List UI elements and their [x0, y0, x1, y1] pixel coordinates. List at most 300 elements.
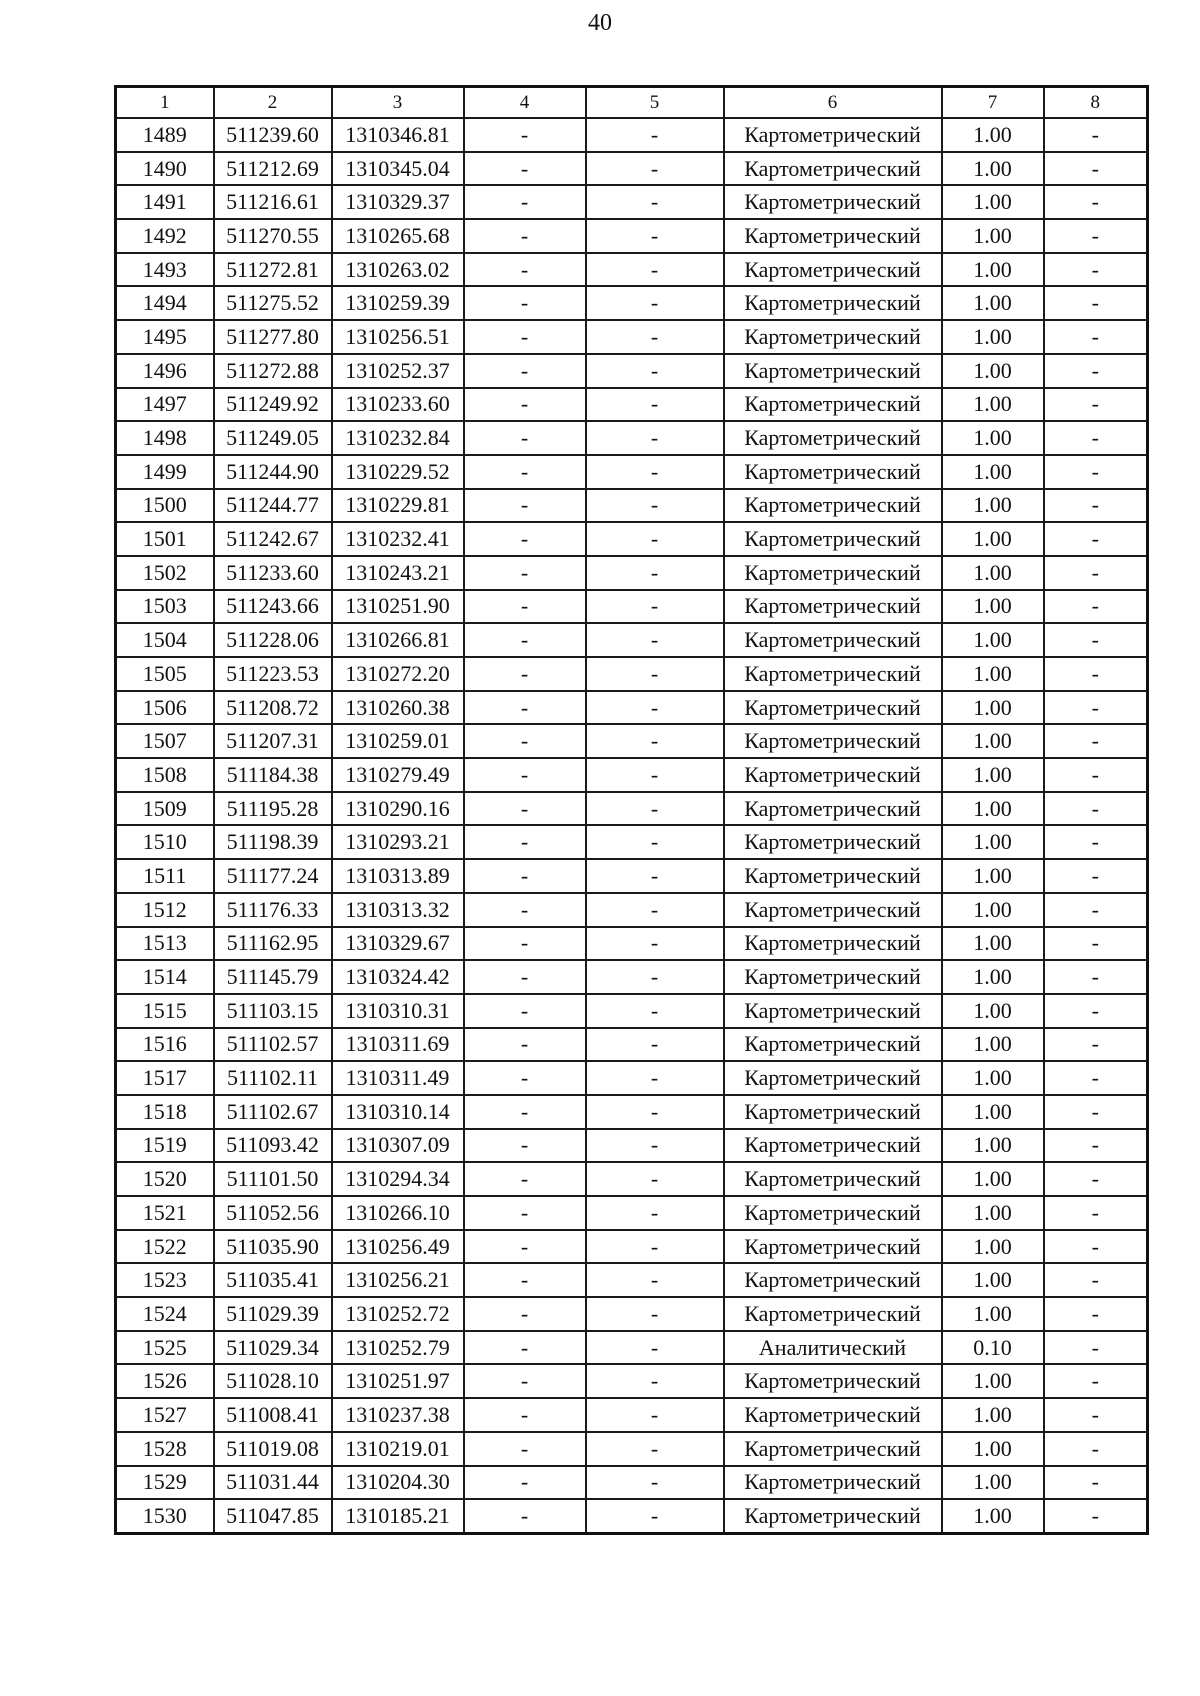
- table-row: [116, 1499, 1148, 1533]
- method-cell: Картометрический: [724, 657, 942, 691]
- column-4-cell: -: [464, 489, 586, 523]
- column-8-cell: -: [1044, 1230, 1148, 1264]
- method-cell: Картометрический: [724, 927, 942, 961]
- table-row: [116, 522, 1148, 556]
- column-5-cell: -: [586, 1331, 724, 1365]
- y-coordinate-cell: 1310259.39: [332, 286, 464, 320]
- point-number-cell: 1522: [116, 1230, 214, 1264]
- column-5-cell: -: [586, 219, 724, 253]
- table-row: [116, 286, 1148, 320]
- column-4-cell: -: [464, 1398, 586, 1432]
- column-8-cell: -: [1044, 893, 1148, 927]
- column-8-cell: -: [1044, 219, 1148, 253]
- accuracy-cell: 1.00: [942, 1398, 1044, 1432]
- column-8-cell: -: [1044, 421, 1148, 455]
- y-coordinate-cell: 1310310.31: [332, 994, 464, 1028]
- column-4-cell: -: [464, 691, 586, 725]
- accuracy-cell: 1.00: [942, 859, 1044, 893]
- x-coordinate-cell: 511162.95: [214, 927, 332, 961]
- column-5-cell: -: [586, 388, 724, 422]
- column-8-cell: -: [1044, 1432, 1148, 1466]
- x-coordinate-cell: 511035.41: [214, 1263, 332, 1297]
- x-coordinate-cell: 511008.41: [214, 1398, 332, 1432]
- accuracy-cell: 1.00: [942, 927, 1044, 961]
- y-coordinate-cell: 1310345.04: [332, 152, 464, 186]
- column-5-cell: -: [586, 1432, 724, 1466]
- column-5-cell: -: [586, 1499, 724, 1533]
- column-5-cell: -: [586, 1297, 724, 1331]
- method-cell: Картометрический: [724, 691, 942, 725]
- column-4-cell: -: [464, 1162, 586, 1196]
- column-4-cell: -: [464, 657, 586, 691]
- method-cell: Картометрический: [724, 724, 942, 758]
- table-row: [116, 489, 1148, 523]
- method-cell: Картометрический: [724, 590, 942, 624]
- y-coordinate-cell: 1310232.41: [332, 522, 464, 556]
- column-8-cell: -: [1044, 118, 1148, 152]
- accuracy-cell: 1.00: [942, 1095, 1044, 1129]
- point-number-cell: 1528: [116, 1432, 214, 1466]
- accuracy-cell: 1.00: [942, 1364, 1044, 1398]
- column-8-cell: -: [1044, 455, 1148, 489]
- column-8-cell: -: [1044, 994, 1148, 1028]
- accuracy-cell: 1.00: [942, 489, 1044, 523]
- point-number-cell: 1519: [116, 1129, 214, 1163]
- column-5-cell: -: [586, 1466, 724, 1500]
- column-5-cell: -: [586, 556, 724, 590]
- accuracy-cell: 1.00: [942, 556, 1044, 590]
- accuracy-cell: 1.00: [942, 253, 1044, 287]
- method-cell: Картометрический: [724, 1297, 942, 1331]
- column-5-cell: -: [586, 1230, 724, 1264]
- x-coordinate-cell: 511242.67: [214, 522, 332, 556]
- table-row: [116, 1028, 1148, 1062]
- point-number-cell: 1498: [116, 421, 214, 455]
- column-8-cell: -: [1044, 1466, 1148, 1500]
- column-5-cell: -: [586, 1129, 724, 1163]
- column-5-cell: -: [586, 994, 724, 1028]
- column-header: 2: [214, 87, 332, 119]
- accuracy-cell: 1.00: [942, 152, 1044, 186]
- method-cell: Картометрический: [724, 1095, 942, 1129]
- accuracy-cell: 1.00: [942, 1028, 1044, 1062]
- method-cell: Картометрический: [724, 152, 942, 186]
- accuracy-cell: 1.00: [942, 657, 1044, 691]
- method-cell: Картометрический: [724, 185, 942, 219]
- accuracy-cell: 1.00: [942, 1162, 1044, 1196]
- column-8-cell: -: [1044, 1095, 1148, 1129]
- x-coordinate-cell: 511216.61: [214, 185, 332, 219]
- method-cell: Картометрический: [724, 286, 942, 320]
- y-coordinate-cell: 1310219.01: [332, 1432, 464, 1466]
- accuracy-cell: 1.00: [942, 421, 1044, 455]
- point-number-cell: 1500: [116, 489, 214, 523]
- table-row: [116, 927, 1148, 961]
- method-cell: Картометрический: [724, 1129, 942, 1163]
- column-4-cell: -: [464, 455, 586, 489]
- method-cell: Картометрический: [724, 1466, 942, 1500]
- table-row: [116, 1162, 1148, 1196]
- table-row: [116, 118, 1148, 152]
- method-cell: Картометрический: [724, 354, 942, 388]
- method-cell: Картометрический: [724, 960, 942, 994]
- column-5-cell: -: [586, 657, 724, 691]
- accuracy-cell: 1.00: [942, 354, 1044, 388]
- x-coordinate-cell: 511031.44: [214, 1466, 332, 1500]
- column-4-cell: -: [464, 1466, 586, 1500]
- point-number-cell: 1526: [116, 1364, 214, 1398]
- table-header-row: [116, 87, 1148, 119]
- table-row: [116, 1466, 1148, 1500]
- column-4-cell: -: [464, 893, 586, 927]
- column-4-cell: -: [464, 994, 586, 1028]
- table-row: [116, 691, 1148, 725]
- point-number-cell: 1491: [116, 185, 214, 219]
- accuracy-cell: 1.00: [942, 388, 1044, 422]
- column-4-cell: -: [464, 859, 586, 893]
- column-5-cell: -: [586, 623, 724, 657]
- column-8-cell: -: [1044, 1297, 1148, 1331]
- y-coordinate-cell: 1310237.38: [332, 1398, 464, 1432]
- method-cell: Картометрический: [724, 556, 942, 590]
- point-number-cell: 1496: [116, 354, 214, 388]
- column-5-cell: -: [586, 489, 724, 523]
- table-row: [116, 1263, 1148, 1297]
- column-4-cell: -: [464, 724, 586, 758]
- column-header: 8: [1044, 87, 1148, 119]
- point-number-cell: 1521: [116, 1196, 214, 1230]
- point-number-cell: 1523: [116, 1263, 214, 1297]
- method-cell: Картометрический: [724, 118, 942, 152]
- column-8-cell: -: [1044, 859, 1148, 893]
- column-4-cell: -: [464, 792, 586, 826]
- x-coordinate-cell: 511228.06: [214, 623, 332, 657]
- accuracy-cell: 1.00: [942, 960, 1044, 994]
- point-number-cell: 1504: [116, 623, 214, 657]
- x-coordinate-cell: 511243.66: [214, 590, 332, 624]
- y-coordinate-cell: 1310310.14: [332, 1095, 464, 1129]
- table-row: [116, 556, 1148, 590]
- method-cell: Картометрический: [724, 455, 942, 489]
- y-coordinate-cell: 1310251.97: [332, 1364, 464, 1398]
- method-cell: Картометрический: [724, 893, 942, 927]
- table-row: [116, 1364, 1148, 1398]
- column-8-cell: -: [1044, 556, 1148, 590]
- column-4-cell: -: [464, 758, 586, 792]
- point-number-cell: 1509: [116, 792, 214, 826]
- column-header: 1: [116, 87, 214, 119]
- column-4-cell: -: [464, 927, 586, 961]
- point-number-cell: 1514: [116, 960, 214, 994]
- method-cell: Картометрический: [724, 758, 942, 792]
- table-row: [116, 893, 1148, 927]
- accuracy-cell: 1.00: [942, 185, 1044, 219]
- method-cell: Картометрический: [724, 522, 942, 556]
- column-8-cell: -: [1044, 1263, 1148, 1297]
- column-8-cell: -: [1044, 185, 1148, 219]
- accuracy-cell: 1.00: [942, 1129, 1044, 1163]
- accuracy-cell: 1.00: [942, 1466, 1044, 1500]
- column-4-cell: -: [464, 1297, 586, 1331]
- x-coordinate-cell: 511035.90: [214, 1230, 332, 1264]
- column-5-cell: -: [586, 758, 724, 792]
- column-4-cell: -: [464, 556, 586, 590]
- table-row: [116, 185, 1148, 219]
- accuracy-cell: 1.00: [942, 994, 1044, 1028]
- point-number-cell: 1512: [116, 893, 214, 927]
- y-coordinate-cell: 1310229.52: [332, 455, 464, 489]
- column-4-cell: -: [464, 1129, 586, 1163]
- y-coordinate-cell: 1310229.81: [332, 489, 464, 523]
- x-coordinate-cell: 511239.60: [214, 118, 332, 152]
- method-cell: Картометрический: [724, 388, 942, 422]
- x-coordinate-cell: 511223.53: [214, 657, 332, 691]
- point-number-cell: 1516: [116, 1028, 214, 1062]
- column-5-cell: -: [586, 1364, 724, 1398]
- accuracy-cell: 1.00: [942, 758, 1044, 792]
- table-row: [116, 1095, 1148, 1129]
- column-header: 5: [586, 87, 724, 119]
- column-4-cell: -: [464, 152, 586, 186]
- method-cell: Аналитический: [724, 1331, 942, 1365]
- accuracy-cell: 1.00: [942, 691, 1044, 725]
- column-4-cell: -: [464, 1095, 586, 1129]
- column-header: 7: [942, 87, 1044, 119]
- column-4-cell: -: [464, 219, 586, 253]
- column-5-cell: -: [586, 859, 724, 893]
- column-8-cell: -: [1044, 657, 1148, 691]
- column-4-cell: -: [464, 1331, 586, 1365]
- y-coordinate-cell: 1310251.90: [332, 590, 464, 624]
- column-5-cell: -: [586, 724, 724, 758]
- column-8-cell: -: [1044, 691, 1148, 725]
- x-coordinate-cell: 511103.15: [214, 994, 332, 1028]
- x-coordinate-cell: 511101.50: [214, 1162, 332, 1196]
- method-cell: Картометрический: [724, 219, 942, 253]
- column-5-cell: -: [586, 286, 724, 320]
- column-4-cell: -: [464, 522, 586, 556]
- point-number-cell: 1493: [116, 253, 214, 287]
- table-row: [116, 1297, 1148, 1331]
- point-number-cell: 1489: [116, 118, 214, 152]
- x-coordinate-cell: 511275.52: [214, 286, 332, 320]
- y-coordinate-cell: 1310256.49: [332, 1230, 464, 1264]
- table-row: [116, 1398, 1148, 1432]
- method-cell: Картометрический: [724, 1196, 942, 1230]
- accuracy-cell: 1.00: [942, 219, 1044, 253]
- column-4-cell: -: [464, 1061, 586, 1095]
- x-coordinate-cell: 511195.28: [214, 792, 332, 826]
- coordinates-table: [114, 85, 1149, 1535]
- y-coordinate-cell: 1310311.69: [332, 1028, 464, 1062]
- column-4-cell: -: [464, 118, 586, 152]
- table-row: [116, 219, 1148, 253]
- point-number-cell: 1497: [116, 388, 214, 422]
- y-coordinate-cell: 1310259.01: [332, 724, 464, 758]
- table-row: [116, 1129, 1148, 1163]
- point-number-cell: 1525: [116, 1331, 214, 1365]
- accuracy-cell: 1.00: [942, 893, 1044, 927]
- accuracy-cell: 1.00: [942, 792, 1044, 826]
- method-cell: Картометрический: [724, 253, 942, 287]
- column-5-cell: -: [586, 455, 724, 489]
- x-coordinate-cell: 511270.55: [214, 219, 332, 253]
- column-4-cell: -: [464, 421, 586, 455]
- column-4-cell: -: [464, 1196, 586, 1230]
- column-8-cell: -: [1044, 1331, 1148, 1365]
- column-5-cell: -: [586, 320, 724, 354]
- x-coordinate-cell: 511093.42: [214, 1129, 332, 1163]
- x-coordinate-cell: 511244.77: [214, 489, 332, 523]
- y-coordinate-cell: 1310294.34: [332, 1162, 464, 1196]
- point-number-cell: 1530: [116, 1499, 214, 1533]
- y-coordinate-cell: 1310311.49: [332, 1061, 464, 1095]
- x-coordinate-cell: 511184.38: [214, 758, 332, 792]
- point-number-cell: 1492: [116, 219, 214, 253]
- column-5-cell: -: [586, 893, 724, 927]
- method-cell: Картометрический: [724, 489, 942, 523]
- y-coordinate-cell: 1310293.21: [332, 825, 464, 859]
- x-coordinate-cell: 511207.31: [214, 724, 332, 758]
- x-coordinate-cell: 511029.34: [214, 1331, 332, 1365]
- x-coordinate-cell: 511028.10: [214, 1364, 332, 1398]
- table-row: [116, 388, 1148, 422]
- y-coordinate-cell: 1310313.32: [332, 893, 464, 927]
- x-coordinate-cell: 511052.56: [214, 1196, 332, 1230]
- table-row: [116, 320, 1148, 354]
- table-row: [116, 623, 1148, 657]
- method-cell: Картометрический: [724, 1230, 942, 1264]
- x-coordinate-cell: 511272.81: [214, 253, 332, 287]
- method-cell: Картометрический: [724, 994, 942, 1028]
- column-5-cell: -: [586, 590, 724, 624]
- table-row: [116, 859, 1148, 893]
- x-coordinate-cell: 511249.05: [214, 421, 332, 455]
- column-5-cell: -: [586, 118, 724, 152]
- method-cell: Картометрический: [724, 792, 942, 826]
- method-cell: Картометрический: [724, 623, 942, 657]
- x-coordinate-cell: 511277.80: [214, 320, 332, 354]
- column-8-cell: -: [1044, 590, 1148, 624]
- accuracy-cell: 1.00: [942, 1499, 1044, 1533]
- column-4-cell: -: [464, 185, 586, 219]
- accuracy-cell: 1.00: [942, 623, 1044, 657]
- y-coordinate-cell: 1310313.89: [332, 859, 464, 893]
- column-5-cell: -: [586, 1162, 724, 1196]
- column-header: 4: [464, 87, 586, 119]
- y-coordinate-cell: 1310252.72: [332, 1297, 464, 1331]
- accuracy-cell: 1.00: [942, 1061, 1044, 1095]
- table-row: [116, 758, 1148, 792]
- accuracy-cell: 1.00: [942, 724, 1044, 758]
- accuracy-cell: 1.00: [942, 286, 1044, 320]
- column-5-cell: -: [586, 1398, 724, 1432]
- column-5-cell: -: [586, 421, 724, 455]
- column-8-cell: -: [1044, 320, 1148, 354]
- accuracy-cell: 1.00: [942, 118, 1044, 152]
- x-coordinate-cell: 511029.39: [214, 1297, 332, 1331]
- column-8-cell: -: [1044, 354, 1148, 388]
- y-coordinate-cell: 1310266.10: [332, 1196, 464, 1230]
- y-coordinate-cell: 1310329.67: [332, 927, 464, 961]
- y-coordinate-cell: 1310260.38: [332, 691, 464, 725]
- column-8-cell: -: [1044, 1196, 1148, 1230]
- x-coordinate-cell: 511102.11: [214, 1061, 332, 1095]
- column-5-cell: -: [586, 354, 724, 388]
- column-4-cell: -: [464, 825, 586, 859]
- y-coordinate-cell: 1310233.60: [332, 388, 464, 422]
- point-number-cell: 1513: [116, 927, 214, 961]
- column-8-cell: -: [1044, 1028, 1148, 1062]
- method-cell: Картометрический: [724, 421, 942, 455]
- table-row: [116, 152, 1148, 186]
- column-5-cell: -: [586, 825, 724, 859]
- x-coordinate-cell: 511102.67: [214, 1095, 332, 1129]
- column-8-cell: -: [1044, 623, 1148, 657]
- column-5-cell: -: [586, 1095, 724, 1129]
- y-coordinate-cell: 1310204.30: [332, 1466, 464, 1500]
- x-coordinate-cell: 511102.57: [214, 1028, 332, 1062]
- column-8-cell: -: [1044, 927, 1148, 961]
- column-8-cell: -: [1044, 1129, 1148, 1163]
- accuracy-cell: 1.00: [942, 1196, 1044, 1230]
- point-number-cell: 1506: [116, 691, 214, 725]
- column-8-cell: -: [1044, 1499, 1148, 1533]
- column-4-cell: -: [464, 1499, 586, 1533]
- y-coordinate-cell: 1310290.16: [332, 792, 464, 826]
- y-coordinate-cell: 1310279.49: [332, 758, 464, 792]
- point-number-cell: 1507: [116, 724, 214, 758]
- method-cell: Картометрический: [724, 1432, 942, 1466]
- column-5-cell: -: [586, 1061, 724, 1095]
- column-8-cell: -: [1044, 960, 1148, 994]
- accuracy-cell: 1.00: [942, 455, 1044, 489]
- y-coordinate-cell: 1310252.79: [332, 1331, 464, 1365]
- point-number-cell: 1524: [116, 1297, 214, 1331]
- column-4-cell: -: [464, 253, 586, 287]
- y-coordinate-cell: 1310256.21: [332, 1263, 464, 1297]
- column-5-cell: -: [586, 792, 724, 826]
- column-4-cell: -: [464, 1028, 586, 1062]
- point-number-cell: 1494: [116, 286, 214, 320]
- table-row: [116, 657, 1148, 691]
- method-cell: Картометрический: [724, 1263, 942, 1297]
- point-number-cell: 1508: [116, 758, 214, 792]
- y-coordinate-cell: 1310307.09: [332, 1129, 464, 1163]
- y-coordinate-cell: 1310329.37: [332, 185, 464, 219]
- accuracy-cell: 0.10: [942, 1331, 1044, 1365]
- point-number-cell: 1518: [116, 1095, 214, 1129]
- method-cell: Картометрический: [724, 1364, 942, 1398]
- y-coordinate-cell: 1310232.84: [332, 421, 464, 455]
- accuracy-cell: 1.00: [942, 1230, 1044, 1264]
- column-8-cell: -: [1044, 152, 1148, 186]
- point-number-cell: 1517: [116, 1061, 214, 1095]
- column-4-cell: -: [464, 320, 586, 354]
- column-5-cell: -: [586, 522, 724, 556]
- column-5-cell: -: [586, 960, 724, 994]
- column-4-cell: -: [464, 1230, 586, 1264]
- column-header: 3: [332, 87, 464, 119]
- x-coordinate-cell: 511145.79: [214, 960, 332, 994]
- point-number-cell: 1527: [116, 1398, 214, 1432]
- method-cell: Картометрический: [724, 1499, 942, 1533]
- column-8-cell: -: [1044, 1398, 1148, 1432]
- column-8-cell: -: [1044, 1061, 1148, 1095]
- page-number: 40: [588, 10, 612, 36]
- x-coordinate-cell: 511198.39: [214, 825, 332, 859]
- accuracy-cell: 1.00: [942, 1297, 1044, 1331]
